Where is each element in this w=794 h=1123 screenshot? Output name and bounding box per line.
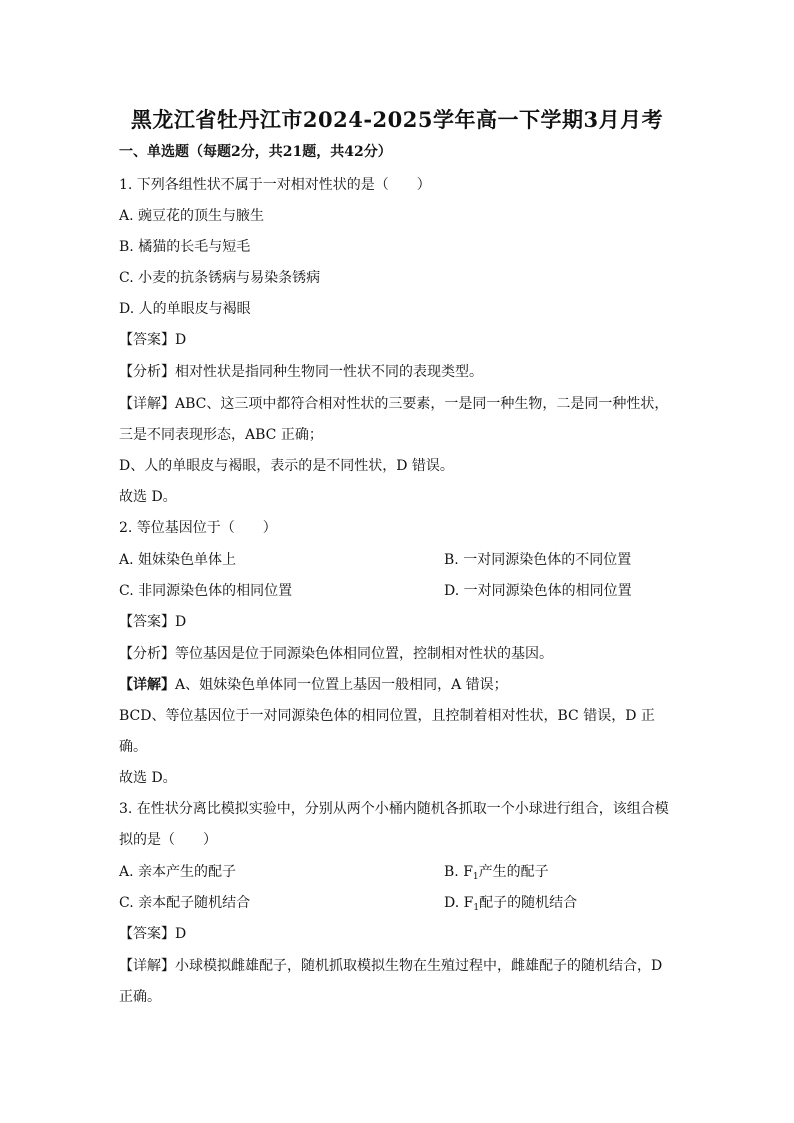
question-2-detail-line-1: [119, 676, 508, 694]
question-2-option-c: C. 非同源染色体的相同位置: [119, 583, 293, 599]
question-1-option-a: A. 豌豆花的顶生与腋生: [119, 208, 265, 224]
question-1-stem: 1. 下列各组性状不属于一对相对性状的是（ ）: [119, 177, 431, 193]
question-3-answer: 【答案】D: [119, 926, 187, 942]
question-3-option-b: [444, 863, 549, 886]
question-2-answer: 【答案】D: [119, 614, 187, 630]
option-b-suffix: 产生的配子: [478, 864, 549, 880]
question-2-option-b: B. 一对同源染色体的不同位置: [444, 552, 632, 568]
question-3-detail-line-2: 正确。: [119, 989, 161, 1005]
question-2-detail-text: A、姐妹染色单体同一位置上基因一般相同，A 错误；: [175, 677, 508, 693]
question-3-option-d: [444, 894, 577, 917]
question-1-option-c: C. 小麦的抗条锈病与易染条锈病: [119, 270, 321, 286]
question-2-stem: 2. 等位基因位于（ ）: [119, 520, 277, 536]
question-1-conclusion: 故选 D。: [119, 489, 177, 505]
question-1-detail-line-2: 三是不同表现形态，ABC 正确；: [119, 427, 323, 443]
question-2-conclusion: 故选 D。: [119, 770, 177, 786]
question-2-option-d: D. 一对同源染色体的相同位置: [444, 583, 632, 599]
option-b-prefix: B. F: [444, 864, 473, 880]
question-3-option-a: A. 亲本产生的配子: [119, 864, 237, 880]
question-3-stem-line-1: 3. 在性状分离比模拟实验中，分别从两个小桶内随机各抓取一个小球进行组合，该组合模: [119, 801, 669, 817]
question-2-option-a: A. 姐妹染色单体上: [119, 552, 237, 568]
question-1-option-d: D. 人的单眼皮与褐眼: [119, 301, 251, 317]
question-1-option-b: B. 橘猫的长毛与短毛: [119, 239, 251, 255]
option-d-prefix: D. F: [444, 895, 474, 911]
page-title: 黑龙江省牡丹江市2024-2025学年高一下学期3月月考: [130, 107, 664, 132]
option-d-subscript: 1: [473, 903, 480, 913]
question-3-detail-line-1: 【详解】小球模拟雌雄配子，随机抓取模拟生物在生殖过程中，雌雄配子的随机结合，D: [119, 958, 663, 974]
question-1-detail-line-1: 【详解】ABC、这三项中都符合相对性状的三要素，一是同一种生物，二是同一种性状，: [119, 396, 669, 412]
question-2-detail-label: 【详解】: [119, 677, 175, 693]
question-2-analysis: 【分析】等位基因是位于同源染色体相同位置，控制相对性状的基因。: [119, 646, 553, 662]
question-2-detail-line-3: 确。: [119, 739, 147, 755]
question-1-analysis: 【分析】相对性状是指同种生物同一性状不同的表现类型。: [119, 364, 483, 380]
question-3-option-c: C. 亲本配子随机结合: [119, 895, 251, 911]
section-heading: 一、单选题（每题2分，共21题，共42分）: [119, 144, 392, 160]
question-1-answer: 【答案】D: [119, 332, 187, 348]
question-2-detail-line-2: BCD、等位基因位于一对同源染色体的相同位置，且控制着相对性状，BC 错误，D 正: [119, 708, 655, 724]
option-d-suffix: 配子的随机结合: [479, 895, 578, 911]
question-1-detail-line-3: D、人的单眼皮与褐眼，表示的是不同性状，D 错误。: [119, 458, 454, 474]
question-3-stem-line-2: 拟的是（ ）: [119, 832, 217, 848]
option-b-subscript: 1: [472, 872, 479, 882]
